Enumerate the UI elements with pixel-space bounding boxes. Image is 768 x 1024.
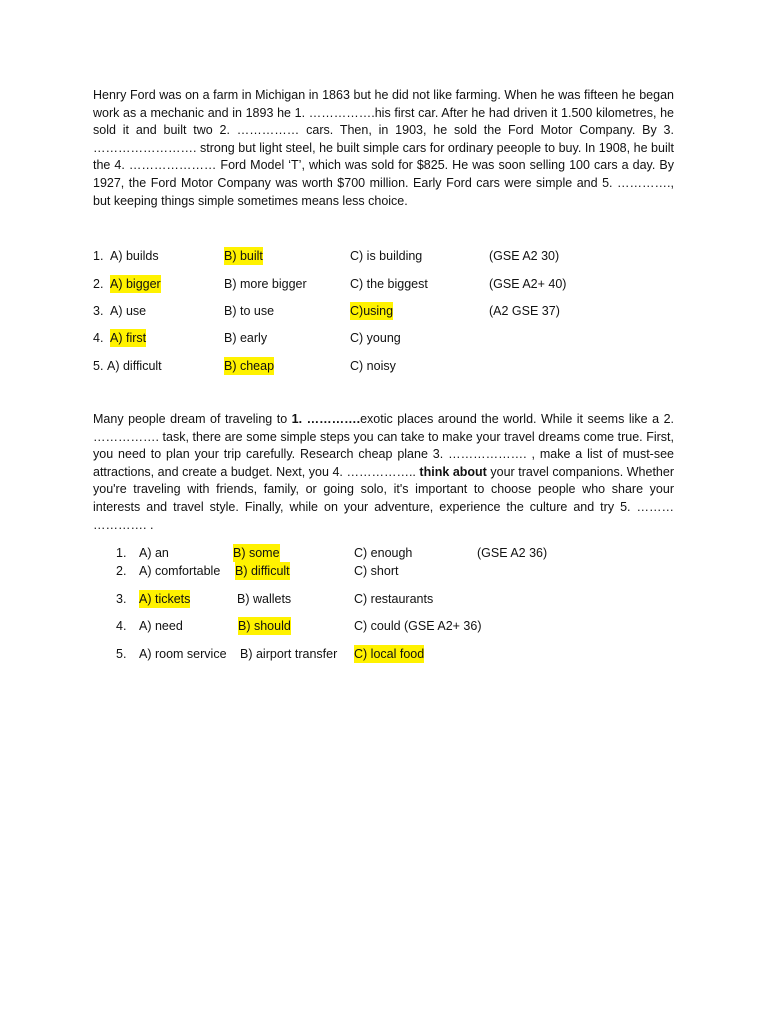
option-c: C) is building bbox=[350, 249, 423, 263]
passage-text-segment: Many people dream of traveling to bbox=[93, 412, 292, 426]
passage-text-segment: think about bbox=[419, 464, 487, 479]
option-b: B) difficult bbox=[235, 564, 290, 578]
option-a: A) bigger bbox=[110, 277, 161, 291]
option-a: A) first bbox=[110, 331, 147, 345]
passage-text-segment: exotic places around the world. While it seems like a 2. ……………. task, there are some simple steps you can take to make your travel dreams come true. First, you need to plan your trip carefully. Research cheap plane 3. ………………. , make a list of must-see attractions, and create a budget. Next, you 4. …………….. bbox=[93, 412, 674, 479]
question-number: 3. bbox=[116, 592, 127, 606]
option-c: C) local food bbox=[354, 647, 425, 661]
question-number: 3. bbox=[93, 304, 104, 318]
option-a: A) builds bbox=[110, 249, 159, 263]
option-b: B) cheap bbox=[224, 359, 275, 373]
option-b: B) more bigger bbox=[224, 277, 307, 291]
option-c: C) young bbox=[350, 331, 401, 345]
option-c: C) could (GSE A2+ 36) bbox=[354, 619, 482, 633]
question-number: 5. bbox=[116, 647, 127, 661]
option-b: B) wallets bbox=[237, 592, 292, 606]
option-a: A) difficult bbox=[107, 359, 162, 373]
option-b: B) early bbox=[224, 331, 268, 345]
option-b: B) should bbox=[238, 619, 291, 633]
option-b: B) to use bbox=[224, 304, 275, 318]
option-a: A) comfortable bbox=[139, 564, 221, 578]
question-number: 2. bbox=[116, 564, 127, 578]
option-c: C)using bbox=[350, 304, 394, 318]
question-number: 4. bbox=[93, 331, 104, 345]
option-c: C) restaurants bbox=[354, 592, 434, 606]
option-a: A) room service bbox=[139, 647, 227, 661]
passage-text-segment: Henry Ford was on a farm in Michigan in 1863 but he did not like farming. When he was fifteen he began work as a mechanic and in 1893 he 1. …………….his first car. After he had driven it 1.500 kilometres, he sold it and built two 2. …………… cars. Then, in 1903, he sold the Ford Motor Company. By 3. ……………………. strong but light steel, he built simple cars for ordinary peeople to buy. In 1908, he built the 4. ………………… Ford Model ‘T’, which was sold for $825. He was soon selling 100 cars a day. By 1927, the Ford Motor Company was worth $700 million. Early Ford cars were simple and 5. …………., but keeping things simple sometimes means less choice. bbox=[93, 88, 674, 208]
option-a: A) tickets bbox=[139, 592, 191, 606]
passage-text-segment: 1. …………. bbox=[291, 412, 361, 426]
option-c: C) the biggest bbox=[350, 277, 428, 291]
option-b: B) airport transfer bbox=[240, 647, 338, 661]
question-number: 4. bbox=[116, 619, 127, 633]
gse-level: (A2 GSE 37) bbox=[489, 304, 560, 318]
option-c: C) enough bbox=[354, 546, 413, 560]
passage-travel bbox=[93, 411, 674, 534]
option-a: A) need bbox=[139, 619, 183, 633]
gse-level: (GSE A2+ 40) bbox=[489, 277, 567, 291]
passage-henry-ford bbox=[93, 87, 674, 210]
option-c: C) noisy bbox=[350, 359, 396, 373]
gse-level: (GSE A2 30) bbox=[489, 249, 560, 263]
question-number: 5. bbox=[93, 359, 104, 373]
option-a: A) use bbox=[110, 304, 147, 318]
option-a: A) an bbox=[139, 546, 169, 560]
option-b: B) some bbox=[233, 546, 280, 560]
passage-text-segment: your travel companions. Whether you're traveling with friends, family, or going solo, it's important to choose people who share your interests and travel style. Finally, while on your adventure, experience the culture and try 5. ……… …………. . bbox=[93, 464, 674, 532]
question-number: 1. bbox=[93, 249, 104, 263]
question-number: 2. bbox=[93, 277, 104, 291]
option-c: C) short bbox=[354, 564, 399, 578]
gse-level: (GSE A2 36) bbox=[477, 546, 548, 560]
question-number: 1. bbox=[116, 546, 127, 560]
option-b: B) built bbox=[224, 249, 263, 263]
